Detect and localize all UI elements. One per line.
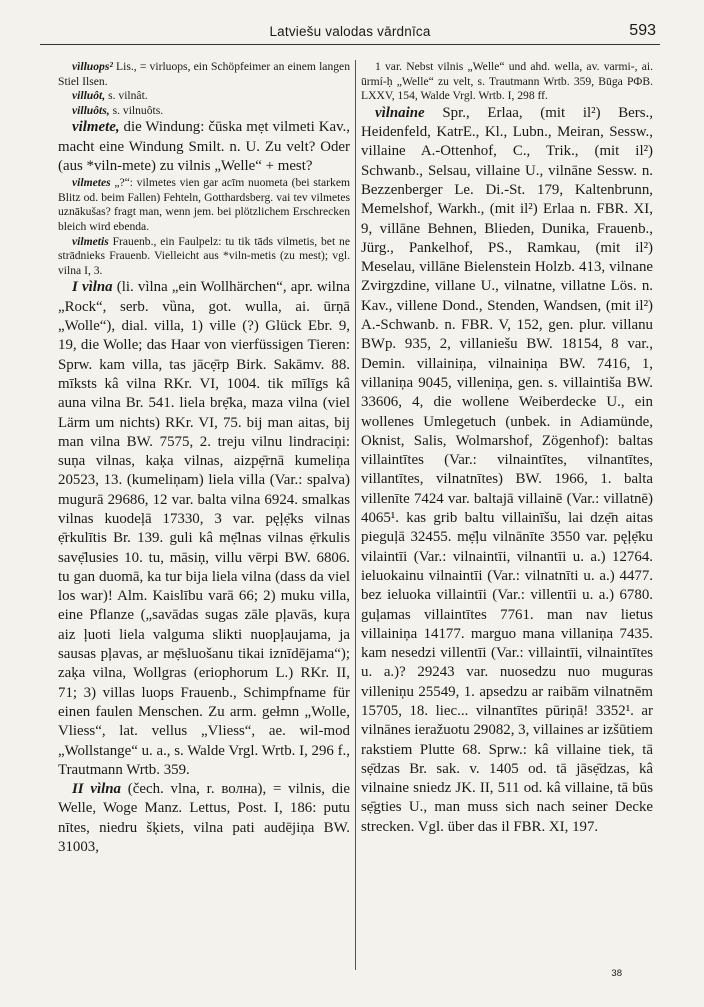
- entry-body: s. vilnuôts.: [109, 103, 164, 117]
- entry-headword: villuôts,: [72, 103, 110, 117]
- entry-headword: vìlluops²: [72, 60, 113, 73]
- entry-headword: vìlnaine: [375, 104, 425, 121]
- dictionary-entry: [361, 60, 653, 104]
- entry-headword: vilmete,: [72, 119, 120, 136]
- entry-headword: villuôt,: [72, 89, 106, 103]
- dictionary-entry: [58, 60, 350, 89]
- entry-body: s. vilnât.: [105, 89, 148, 103]
- entry-headword: II vìlna: [72, 781, 121, 798]
- dictionary-entry: [58, 278, 350, 780]
- dictionary-entry: [58, 89, 350, 104]
- dictionary-entry: [58, 235, 350, 279]
- dictionary-entry: [58, 176, 350, 234]
- entry-body: „?“: vilmetes vien gar acīm nuometa (bei starkem Blitz od. beim Fallen) Fehteln, Gotthardsberg. vai tev vilmetes uznākušas? fragt man, wenn jem. bei plötzlichem Erschrecken bleich wird ebenda.: [58, 176, 350, 234]
- dictionary-entry: [58, 118, 350, 176]
- running-head: [40, 22, 660, 45]
- dictionary-entry: [361, 104, 653, 837]
- entry-headword: vilmetes: [72, 176, 111, 190]
- entry-headword: vilmetis: [72, 234, 109, 248]
- entry-body: Frauenb., ein Faulpelz: tu tik tāds vilmetis, bet ne strādnieks Frauenb. Vielleicht aus *viln-metis (zu mest); vgl. vilna I, 3.: [58, 234, 350, 277]
- entry-headword: I vìlna: [72, 279, 113, 296]
- entry-body: Lis., = virluops, ein Schöpfeimer an einem langen Stiel Ilsen.: [58, 60, 350, 88]
- running-title: Latviešu valodas vārdnīca: [269, 24, 431, 39]
- column-divider: [355, 60, 356, 970]
- entry-body: (li. vìlna „ein Wollhärchen“, apr. wilna „Rock“, serb. vȕna, got. wulla, ai. ūrṇā „Wolle“), dial. villa, 1) ville (?) Glück Ebr. 9, 19, die Wolle; das Haar von vierfüssigen Tieren: Sprw. kam villa, tas jācẹ̄rp Birk. Sakāmv. 88. mīksts kâ vilna RKr. VI, 1004. tik mīlīgs kâ auna vilna Br. 541. liela brẹ̄ka, maza vilna (viel Lärm um nichts) RKr. VI, 75. bij man aitas, bij man vilna BW. 7575, 2. treju vilnu lindraciņi: suņa vilnas, kaķa vilnas, aizpẹ̄rnā kumeliņa 20523, 13. (kumeliņam) liela villa (Var.: spalva) mugurā 29686, 12 var. balta vilna 6924. smalkas vilnas kuodeļā 17330, 3 var. pęļẹ̄ks vilnas ẹ̄rkulītis Br. 139. guli kâ mẹ̄lnas vilnas ẹ̄rkulis savẹ̄lusies 10. tu, māsiņ, villu vērpi BW. 6806. tu gan duomā, ka tur bija liela vilna (dass da viel los war)! Alm. Kaislību varā 66; 2) muku villa, eine Pflanze („savādas sugas zāle pļavās, kuŗa aiz ļuoti liela valguma slikti nuopļaujama, ja sausas pļavas, ar mẹ̄sluošanu tikai iznīdējama“); zaķa vilna, Wollgras (eriophorum L.) RKr. II, 71; 3) villas luops Frauenb., Schimpfname für einen faulen Menschen. Zu arm. gełmn „Wolle, Vliess“, lat. vellus „Vliess“, ae. wil-mod „Wollstange“ u. a., s. Walde Vrgl. Wrtb. I, 296 f., Trautmann Wrtb. 359.: [58, 279, 350, 778]
- entry-body: die Windung: čūska mẹt vilmeti Kav., macht eine Windung Smilt. n. U. Zu velt? Oder (aus *viln-mete) zu vilnis „Welle“ + mest?: [58, 119, 350, 174]
- printer-signature: 38: [611, 968, 622, 979]
- entry-body: (čech. vlna, r. волна), = vilnis, die Welle, Woge Manz. Lettus, Post. I, 186: putu nītes, niedru šķiets, vilna pati audējiņa BW. 31003,: [58, 781, 350, 856]
- left-column: [58, 60, 350, 970]
- entry-body: Spr., Erlaa, (mit il²) Bers., Heidenfeld, KatrE., Kl., Lubn., Meiran, Sessw., villaine A.-Ottenhof, C., Trik., (mit il²) Schwanb., Selsau, villaine U., vilnāne Sessw. n. Bezzenberger Le. Di.-St. 179, Kaltenbrunn, Memelshof, Warkh., (mit il²) Erlaa n. FBR. XI, 9, villāne Behnen, Blieden, Dunika, Frauenb., Jürg., Pankelhof, PS., Ramkau, (mit il²) Meselau, villāne Bielenstein Holzb. 413, vilnane Zvirgzdine, villane U., vilnatne, villatne Lös. n. Kav., villene Dond., Stenden, Wandsen, (mit il²) A.-Schwanb. n. FBR. V, 152, gen. plur. villanu BWp. 935, 2, villaniešu BW. 18154, 8 var., Demin. villainiņa, vilnainiņa BW. 7416, 1, villaniņa 9045, villeniņa, gen. s. villaintiša BW. 33606, 4, die wollene Weiberdecke U., ein wollenes Umlegetuch (unbek. in Adiamünde, Oknist, Salis, Wolmarshof, Zögenhof): baltas villaintītes (Var.: vilnaintītes, vilnantītes, villantītes, vilnatnītes) BW. 1966, 1. balta villenīte 7424 var. baltajā villainē (Var.: villatnē) 4065¹. kas grib baltu villainīšu, lai dzẹ̄n aitas pieguļā 32455. mẹ̄ļu vilnānīte 3550 var. pęļẹ̄ku vilaintīi (Var.: vilnaintīi, vilnantīi u. a.) 12764. ieluokainu vilnaintīi (Var.: vilnatnīti u. a.) 4477. bez ieluoka villaintīi (Var.: villentīi u. a.) 6780. guļamas villaintītes 7761. man nav lietus villainiņa 14177. marguo mana villaniņa 7435. kam nesedzi villentīi (Var.: villaintīi, vilnaintītes u. a.)? 29243 var. nuosedzu nuo muguras villeniņu 25549, 1. apsedzu ar raibām vilnatnēm 15705, 18. liec... vilnantītes pūriņā! 3352¹. ar vilnānes ieražuotu 29082, 3, villaines ar izšūtiem rakstiem Plutte 68. Sprw.: kâ villaine tiek, tā sẹ̄dzas Br. sak. v. 1405 od. tā jāsẹ̄dzas, kâ vilnaine sniedz JK. II, 511 od. kâ villaine, tā būs sẹ̄gties U., man muss sich nach seiner Decke strecken. Vgl. über das il FBR. XI, 197.: [361, 104, 653, 835]
- entry-body: 1 var. Nebst vilnis „Welle“ und ahd. wella, av. varmi-, ai. ūrmí-ḥ „Welle“ zu velt, s. Trautmann Wrtb. 359, Būga РФВ. LXXV, 154, Walde Vrgl. Wrtb. I, 298 ff.: [361, 60, 653, 103]
- dictionary-entry: [58, 780, 350, 857]
- page-number: 593: [629, 22, 656, 39]
- dictionary-entry: [58, 104, 350, 119]
- right-column: [361, 60, 653, 970]
